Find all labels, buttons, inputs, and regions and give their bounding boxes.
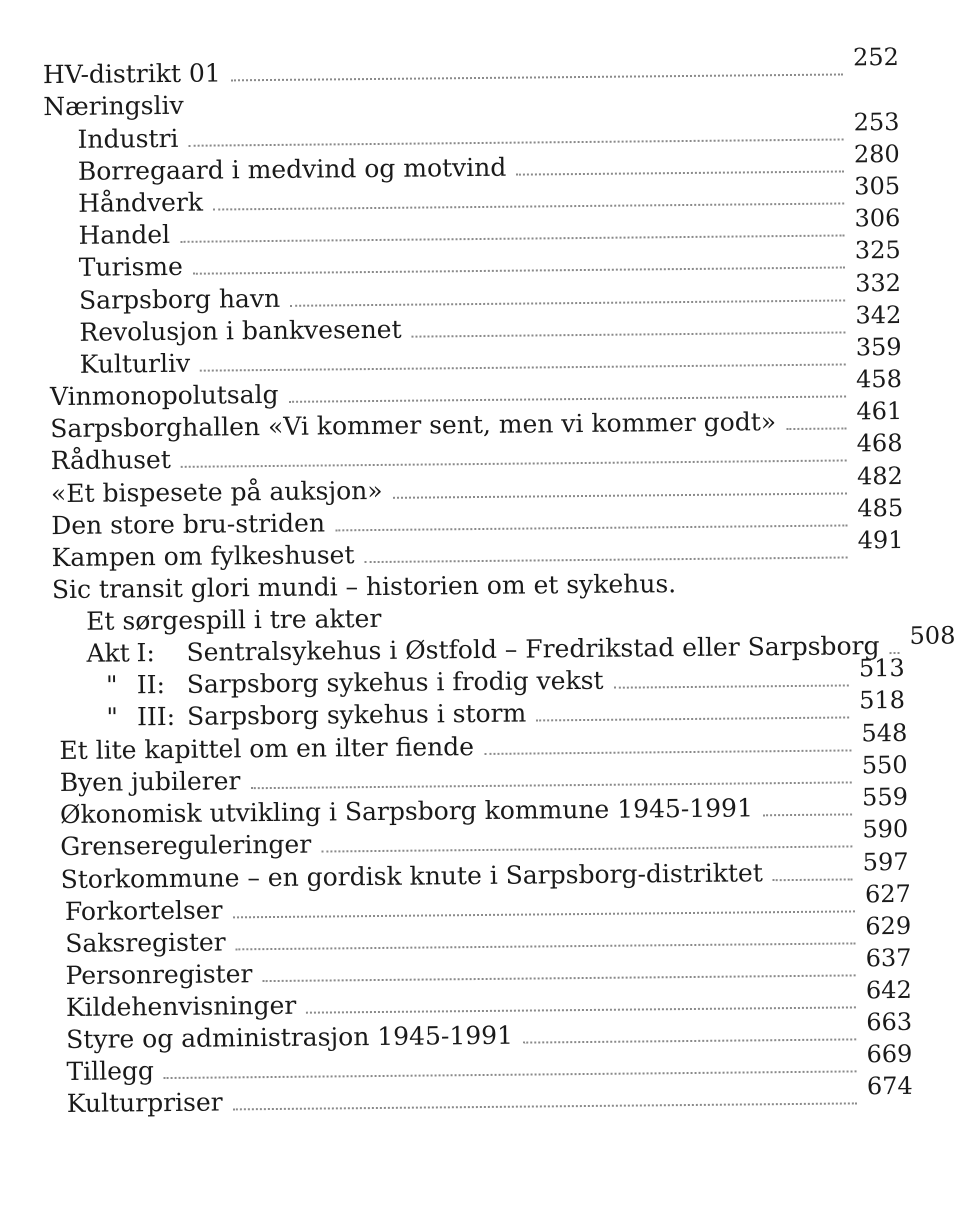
toc-entry-title: Kampen om fylkeshuset xyxy=(51,540,355,573)
toc-entry-page: 305 xyxy=(854,171,901,201)
toc-entry-page: 342 xyxy=(855,300,902,330)
act-prefix: Akt xyxy=(86,638,130,668)
ditto-mark: " xyxy=(106,702,118,732)
act-number: III: xyxy=(136,701,176,732)
toc-entry-title: Kulturliv xyxy=(79,348,191,379)
dot-leader xyxy=(763,813,852,816)
act-name: Sarpsborg sykehus i storm xyxy=(186,698,527,731)
dot-leader xyxy=(773,878,853,881)
toc-entry-page: 642 xyxy=(865,975,912,1005)
toc-entry-title: Vinmonopolutsalg xyxy=(49,379,279,412)
toc-entry-page: 252 xyxy=(852,42,899,72)
toc-entry-title: Saksregister xyxy=(65,927,226,958)
toc-entry-title: «Et bispesete på auksjon» xyxy=(50,475,383,509)
dot-leader xyxy=(236,942,856,950)
toc-entry-page: 458 xyxy=(855,364,903,394)
toc-entry-title: Turisme xyxy=(78,251,183,282)
toc-entry-title: Byen jubilerer xyxy=(59,766,241,798)
dot-leader xyxy=(614,684,849,688)
toc-entry-title: Økonomisk utvikling i Sarpsborg kommune 1945-1991 xyxy=(59,793,754,830)
toc-entry-title: Rådhuset xyxy=(50,444,171,476)
dot-leader xyxy=(233,910,855,918)
toc-entry-page: 627 xyxy=(864,879,911,909)
toc-entry-title: Storkommune – en gordisk knute i Sarpsborg-distriktet xyxy=(60,858,763,895)
toc-entry-page: 491 xyxy=(857,525,904,555)
toc-entry-title: Sarpsborg havn xyxy=(78,283,281,315)
toc-entry-page: 597 xyxy=(862,847,909,877)
toc-entry-title: Sarpsborghallen «Vi kommer sent, men vi kommer godt» xyxy=(50,407,777,444)
toc-entry-title: Personregister xyxy=(65,959,253,990)
toc-entry-title: Industri xyxy=(77,123,179,154)
toc-entry-title: Revolusjon i bankvesenet xyxy=(79,314,402,347)
toc-entry-page: 559 xyxy=(861,782,909,812)
dot-leader xyxy=(393,492,847,498)
toc-entry-title: Forkortelser xyxy=(64,895,223,926)
toc-entry-page: 590 xyxy=(862,814,909,844)
toc-entry-page: 629 xyxy=(865,911,912,941)
toc-entry-page: 508 xyxy=(909,621,956,650)
act-name: Sarpsborg sykehus i frodig vekst xyxy=(186,665,604,699)
dot-leader xyxy=(231,73,843,81)
dot-leader xyxy=(306,1006,856,1013)
toc-entry-title: Et lite kapittel om en ilter fiende xyxy=(59,732,475,766)
toc-entry-page: 306 xyxy=(854,203,901,233)
toc-entry-page: 513 xyxy=(858,653,905,683)
dot-leader xyxy=(536,716,849,721)
toc-entry-title: Grensereguleringer xyxy=(60,829,312,862)
toc-entry-title: Sic transit glori mundi – historien om et sykehus. xyxy=(51,569,677,605)
toc-entry-page: 332 xyxy=(855,268,902,298)
toc-entry-page: 518 xyxy=(859,685,906,715)
dot-leader xyxy=(484,749,851,755)
toc-entry-title: Håndverk xyxy=(78,187,204,218)
toc-entry-title: Styre og administrasjon 1945-1991 xyxy=(66,1020,514,1054)
toc-entry-page: 669 xyxy=(866,1039,913,1069)
dot-leader xyxy=(213,202,844,210)
ditto-mark: " xyxy=(105,670,118,700)
toc-entry-title: Et sørgespill i tre akter xyxy=(86,603,382,636)
act-name: Sentralsykehus i Østfold – Fredrikstad eller Sarpsborg xyxy=(186,631,880,667)
act-number: II: xyxy=(136,670,166,700)
dot-leader xyxy=(193,266,845,274)
toc-entry-title: Næringsliv xyxy=(43,90,184,122)
dot-leader xyxy=(181,459,847,467)
dot-leader xyxy=(364,556,847,563)
toc-entry-page: 280 xyxy=(853,139,900,169)
dot-leader xyxy=(335,524,847,531)
toc-entry-page: 548 xyxy=(861,718,908,748)
dot-leader xyxy=(262,974,855,982)
toc-entry-page: 253 xyxy=(853,107,900,137)
toc-entry-page: 485 xyxy=(857,493,904,523)
dot-leader xyxy=(523,1038,856,1043)
toc-entry-title: HV-distrikt 01 xyxy=(42,58,221,90)
toc-entry-title: Kildehenvisninger xyxy=(65,990,297,1022)
toc-entry-title: Kulturpriser xyxy=(66,1087,223,1118)
toc-entry-page: 482 xyxy=(856,461,903,491)
dot-leader xyxy=(321,845,852,852)
dot-leader xyxy=(233,1102,857,1110)
toc-entry-page: 663 xyxy=(866,1007,913,1037)
dot-leader xyxy=(290,299,845,306)
toc-entry-title: Den store bru-striden xyxy=(51,508,326,541)
toc-entry-page: 359 xyxy=(855,332,902,362)
toc-entry-page: 550 xyxy=(861,750,908,780)
toc-entry-page: 637 xyxy=(865,943,912,973)
dot-leader xyxy=(289,395,846,402)
toc-entry-page: 468 xyxy=(856,428,903,458)
act-number: I: xyxy=(136,638,155,668)
toc-entry-page: 325 xyxy=(854,235,901,265)
dot-leader xyxy=(786,427,846,430)
toc-entry-page: 674 xyxy=(866,1071,913,1101)
dot-leader xyxy=(412,331,846,337)
toc-entry-title: Borregaard i medvind og motvind xyxy=(77,152,507,186)
toc-entry-title: Tillegg xyxy=(66,1056,155,1086)
dot-leader xyxy=(250,781,851,789)
toc-entry-page: 461 xyxy=(856,396,903,426)
dot-leader xyxy=(516,170,844,175)
toc-entry-title: Handel xyxy=(78,219,171,250)
